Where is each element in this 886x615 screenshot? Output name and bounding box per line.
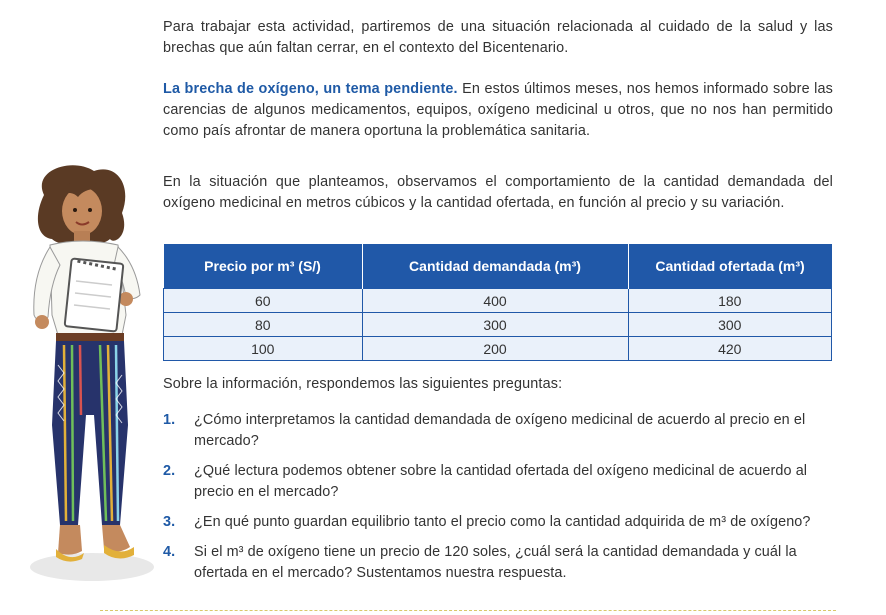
section-paragraph [163,79,833,142]
questions-list [163,410,833,593]
question-number: 4. [163,544,176,560]
question-text: Si el m³ de oxígeno tiene un precio de 120 soles, ¿cuál será la cantidad demandada y cuál la ofertada en el mercado? Sustentamos nuestra respuesta. [194,544,797,581]
table-cell: 60 [164,289,363,313]
question-number: 1. [163,412,176,428]
list-item [163,512,833,533]
intro-paragraph: Para trabajar esta actividad, partiremos de una situación relacionada al cuidado de la salud y las brechas que aún faltan cerrar, en el contexto del Bicentenario. [163,19,833,56]
question-text: ¿En qué punto guardan equilibrio tanto el precio como la cantidad adquirida de m³ de oxígeno? [194,514,811,530]
header-demanded: Cantidad demandada (m³) [362,244,628,289]
header-offered: Cantidad ofertada (m³) [628,244,832,289]
table-row [164,289,832,313]
question-text: ¿Cómo interpretamos la cantidad demandada de oxígeno medicinal de acuerdo al precio en el mercado? [194,412,806,449]
woman-with-notepad-illustration [22,165,162,585]
table-header-row [164,244,832,289]
table-row [164,337,832,361]
list-item [163,410,833,452]
table-cell: 420 [628,337,832,361]
questions-prompt: Sobre la información, respondemos las siguientes preguntas: [163,376,563,392]
list-item [163,542,833,584]
table-cell: 300 [362,313,628,337]
page-divider [100,610,836,611]
situation-paragraph: En la situación que planteamos, observamos el comportamiento de la cantidad demandada del oxígeno medicinal en metros cúbicos y la cantidad ofertada, en función al precio y su variación. [163,174,833,211]
table-cell: 400 [362,289,628,313]
table-cell: 300 [628,313,832,337]
header-price: Precio por m³ (S/) [164,244,363,289]
table-cell: 200 [362,337,628,361]
price-quantity-table [163,244,832,361]
question-number: 3. [163,514,176,530]
question-number: 2. [163,463,176,479]
table-cell: 80 [164,313,363,337]
section-heading: La brecha de oxígeno, un tema pendiente. [163,81,458,97]
table-row [164,313,832,337]
table-cell: 100 [164,337,363,361]
section-text: En estos últimos meses, nos hemos informado sobre las carencias de algunos medicamentos, equipos, oxígeno medicinal u otros, que no nos han permitido como país afrontar de manera oportuna la problemática sanitaria. [163,81,834,139]
table-cell: 180 [628,289,832,313]
list-item [163,461,833,503]
question-text: ¿Qué lectura podemos obtener sobre la cantidad ofertada del oxígeno medicinal de acuerdo al precio en el mercado? [194,463,808,500]
